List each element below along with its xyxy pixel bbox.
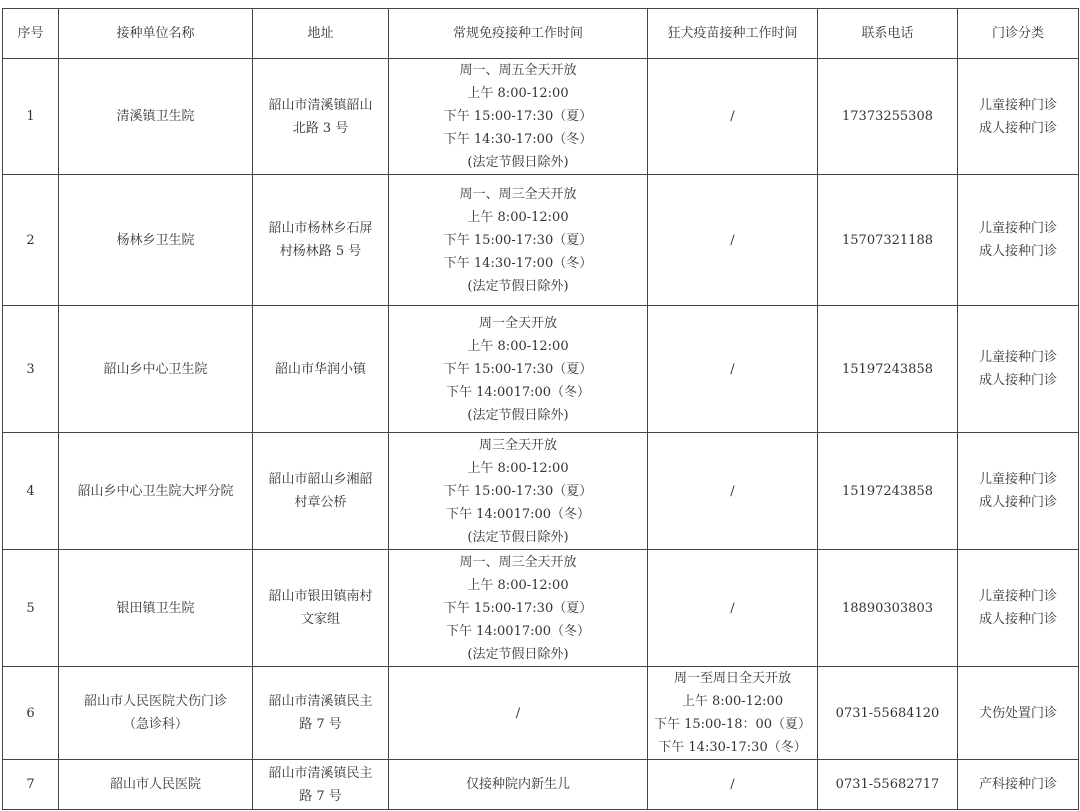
- address-line: 韶山市清溪镇民主: [268, 694, 373, 709]
- header-rabies-hours: 狂犬疫苗接种工作时间: [648, 9, 818, 59]
- table-row: [3, 667, 1079, 760]
- header-row: [3, 9, 1079, 59]
- cell-rabies-hours: [648, 550, 818, 667]
- category-line: 成人接种门诊: [978, 612, 1057, 627]
- hours-line: 下午 15:00-17:30（夏）: [443, 109, 593, 124]
- hours-line: 下午 14:30-17:00（冬）: [443, 132, 593, 147]
- hours-line: 下午 14:0017:00（冬）: [445, 384, 591, 400]
- hours-line: (法定节假日除外): [467, 278, 569, 294]
- cell-regular-hours: [389, 667, 648, 760]
- hours-line: 下午 14:0017:00（冬）: [445, 506, 591, 522]
- address-line: 村杨林路 5 号: [279, 244, 362, 259]
- rabies-line: 周一至周日全天开放: [673, 671, 791, 686]
- hours-line: 下午 15:00-17:30（夏）: [443, 483, 593, 499]
- cell-regular-hours: [389, 175, 648, 306]
- cell-category: [958, 59, 1079, 175]
- category-line: 成人接种门诊: [978, 373, 1057, 388]
- table-row: [3, 760, 1079, 810]
- cell-index: 7: [3, 760, 59, 810]
- cell-phone: 0731-55682717: [818, 760, 958, 810]
- cell-rabies-hours: [648, 59, 818, 175]
- cell-address: [253, 667, 389, 760]
- header-category: 门诊分类: [958, 9, 1079, 59]
- table-row: [3, 306, 1079, 433]
- cell-category: [958, 306, 1079, 433]
- category-line: 儿童接种门诊: [978, 472, 1057, 487]
- site-name-line: 韶山乡中心卫生院大坪分院: [77, 483, 234, 499]
- cell-site-name: [59, 175, 253, 306]
- hours-line: 上午 8:00-12:00: [467, 86, 569, 101]
- cell-address: [253, 175, 389, 306]
- rabies-line: /: [730, 777, 735, 792]
- category-line: 成人接种门诊: [978, 244, 1057, 259]
- site-name-line: 杨林乡卫生院: [116, 232, 195, 248]
- cell-address: [253, 433, 389, 550]
- cell-category: [958, 550, 1079, 667]
- rabies-line: 下午 14:30-17:30（冬）: [658, 740, 807, 755]
- hours-line: 周一全天开放: [478, 315, 557, 331]
- category-line: 产科接种门诊: [978, 777, 1057, 792]
- site-name-line: 韶山市人民医院: [109, 777, 201, 792]
- cell-site-name: [59, 760, 253, 810]
- address-line: 韶山市华润小镇: [274, 361, 366, 377]
- cell-address: [253, 550, 389, 667]
- address-line: 韶山市银田镇南村: [268, 589, 373, 604]
- cell-site-name: [59, 550, 253, 667]
- category-line: 犬伤处置门诊: [978, 705, 1057, 721]
- cell-rabies-hours: [648, 667, 818, 760]
- cell-category: [958, 175, 1079, 306]
- header-index: 序号: [3, 9, 59, 59]
- table-body: [3, 59, 1079, 810]
- site-name-line: 韶山乡中心卫生院: [103, 361, 208, 377]
- hours-line: 下午 15:00-17:30（夏）: [443, 232, 593, 248]
- category-line: 儿童接种门诊: [978, 97, 1057, 113]
- hours-line: 周三全天开放: [478, 437, 557, 453]
- hours-line: 上午 8:00-12:00: [467, 577, 569, 593]
- category-line: 儿童接种门诊: [978, 589, 1057, 604]
- cell-index: 2: [3, 175, 59, 306]
- cell-site-name: [59, 433, 253, 550]
- address-line: 韶山市清溪镇韶山: [268, 97, 373, 113]
- cell-index: 1: [3, 59, 59, 175]
- table-row: [3, 175, 1079, 306]
- hours-line: 下午 15:00-17:30（夏）: [443, 361, 593, 377]
- hours-line: 上午 8:00-12:00: [467, 460, 569, 476]
- cell-site-name: [59, 59, 253, 175]
- cell-rabies-hours: [648, 760, 818, 810]
- cell-phone: 15197243858: [818, 306, 958, 433]
- cell-phone: 15707321188: [818, 175, 958, 306]
- hours-line: (法定节假日除外): [467, 646, 569, 662]
- header-regular-hours: 常规免疫接种工作时间: [389, 9, 648, 59]
- site-name-line: 韶山市人民医院犬伤门诊: [83, 694, 227, 709]
- header-address: 地址: [253, 9, 389, 59]
- cell-regular-hours: [389, 59, 648, 175]
- address-line: 村章公桥: [294, 495, 347, 510]
- address-line: 韶山市清溪镇民主: [268, 765, 373, 781]
- cell-address: [253, 59, 389, 175]
- cell-phone: 0731-55684120: [818, 667, 958, 760]
- table-row: [3, 433, 1079, 550]
- address-line: 路 7 号: [299, 788, 342, 804]
- cell-phone: 15197243858: [818, 433, 958, 550]
- cell-regular-hours: [389, 433, 648, 550]
- cell-site-name: [59, 306, 253, 433]
- category-line: 儿童接种门诊: [978, 350, 1057, 365]
- cell-regular-hours: [389, 550, 648, 667]
- hours-line: (法定节假日除外): [467, 155, 569, 170]
- cell-rabies-hours: [648, 433, 818, 550]
- rabies-line: /: [730, 600, 735, 616]
- table-row: [3, 59, 1079, 175]
- site-name-line: 清溪镇卫生院: [116, 109, 195, 124]
- cell-index: 4: [3, 433, 59, 550]
- cell-index: 6: [3, 667, 59, 760]
- address-line: 韶山市杨林乡石屏: [268, 221, 373, 236]
- hours-line: 周一、周三全天开放: [459, 186, 577, 202]
- cell-index: 5: [3, 550, 59, 667]
- hours-line: 仅接种院内新生儿: [465, 777, 570, 792]
- rabies-line: /: [730, 361, 735, 377]
- table-header: [3, 9, 1079, 59]
- site-name-line: 银田镇卫生院: [116, 600, 195, 616]
- header-phone: 联系电话: [818, 9, 958, 59]
- hours-line: 周一、周三全天开放: [459, 554, 577, 570]
- hours-line: (法定节假日除外): [467, 407, 569, 423]
- hours-line: 下午 14:0017:00（冬）: [445, 623, 591, 639]
- cell-phone: 17373255308: [818, 59, 958, 175]
- hours-line: 上午 8:00-12:00: [467, 209, 569, 225]
- rabies-line: /: [730, 483, 735, 499]
- category-line: 儿童接种门诊: [978, 221, 1057, 236]
- address-line: 韶山市韶山乡湘韶: [268, 472, 373, 487]
- table-row: [3, 550, 1079, 667]
- cell-site-name: [59, 667, 253, 760]
- hours-line: 下午 14:30-17:00（冬）: [443, 255, 593, 271]
- rabies-line: 下午 15:00-18：00（夏）: [653, 717, 812, 732]
- cell-category: [958, 760, 1079, 810]
- cell-rabies-hours: [648, 306, 818, 433]
- cell-address: [253, 760, 389, 810]
- cell-regular-hours: [389, 760, 648, 810]
- hours-line: 周一、周五全天开放: [459, 63, 577, 78]
- site-name-line: （急诊科）: [122, 717, 188, 732]
- cell-regular-hours: [389, 306, 648, 433]
- category-line: 成人接种门诊: [978, 495, 1057, 510]
- hours-line: /: [515, 705, 521, 721]
- address-line: 北路 3 号: [292, 120, 349, 136]
- category-line: 成人接种门诊: [978, 120, 1057, 136]
- cell-category: [958, 667, 1079, 760]
- vaccination-sites-table: [2, 8, 1079, 810]
- hours-line: (法定节假日除外): [467, 529, 569, 545]
- rabies-line: 上午 8:00-12:00: [681, 694, 784, 709]
- header-site-name: 接种单位名称: [59, 9, 253, 59]
- cell-address: [253, 306, 389, 433]
- cell-category: [958, 433, 1079, 550]
- cell-rabies-hours: [648, 175, 818, 306]
- rabies-line: /: [730, 109, 735, 124]
- cell-index: 3: [3, 306, 59, 433]
- address-line: 路 7 号: [299, 717, 342, 732]
- hours-line: 下午 15:00-17:30（夏）: [443, 600, 593, 616]
- hours-line: 上午 8:00-12:00: [467, 338, 569, 354]
- address-line: 文家组: [300, 612, 340, 627]
- cell-phone: 18890303803: [818, 550, 958, 667]
- rabies-line: /: [730, 232, 735, 248]
